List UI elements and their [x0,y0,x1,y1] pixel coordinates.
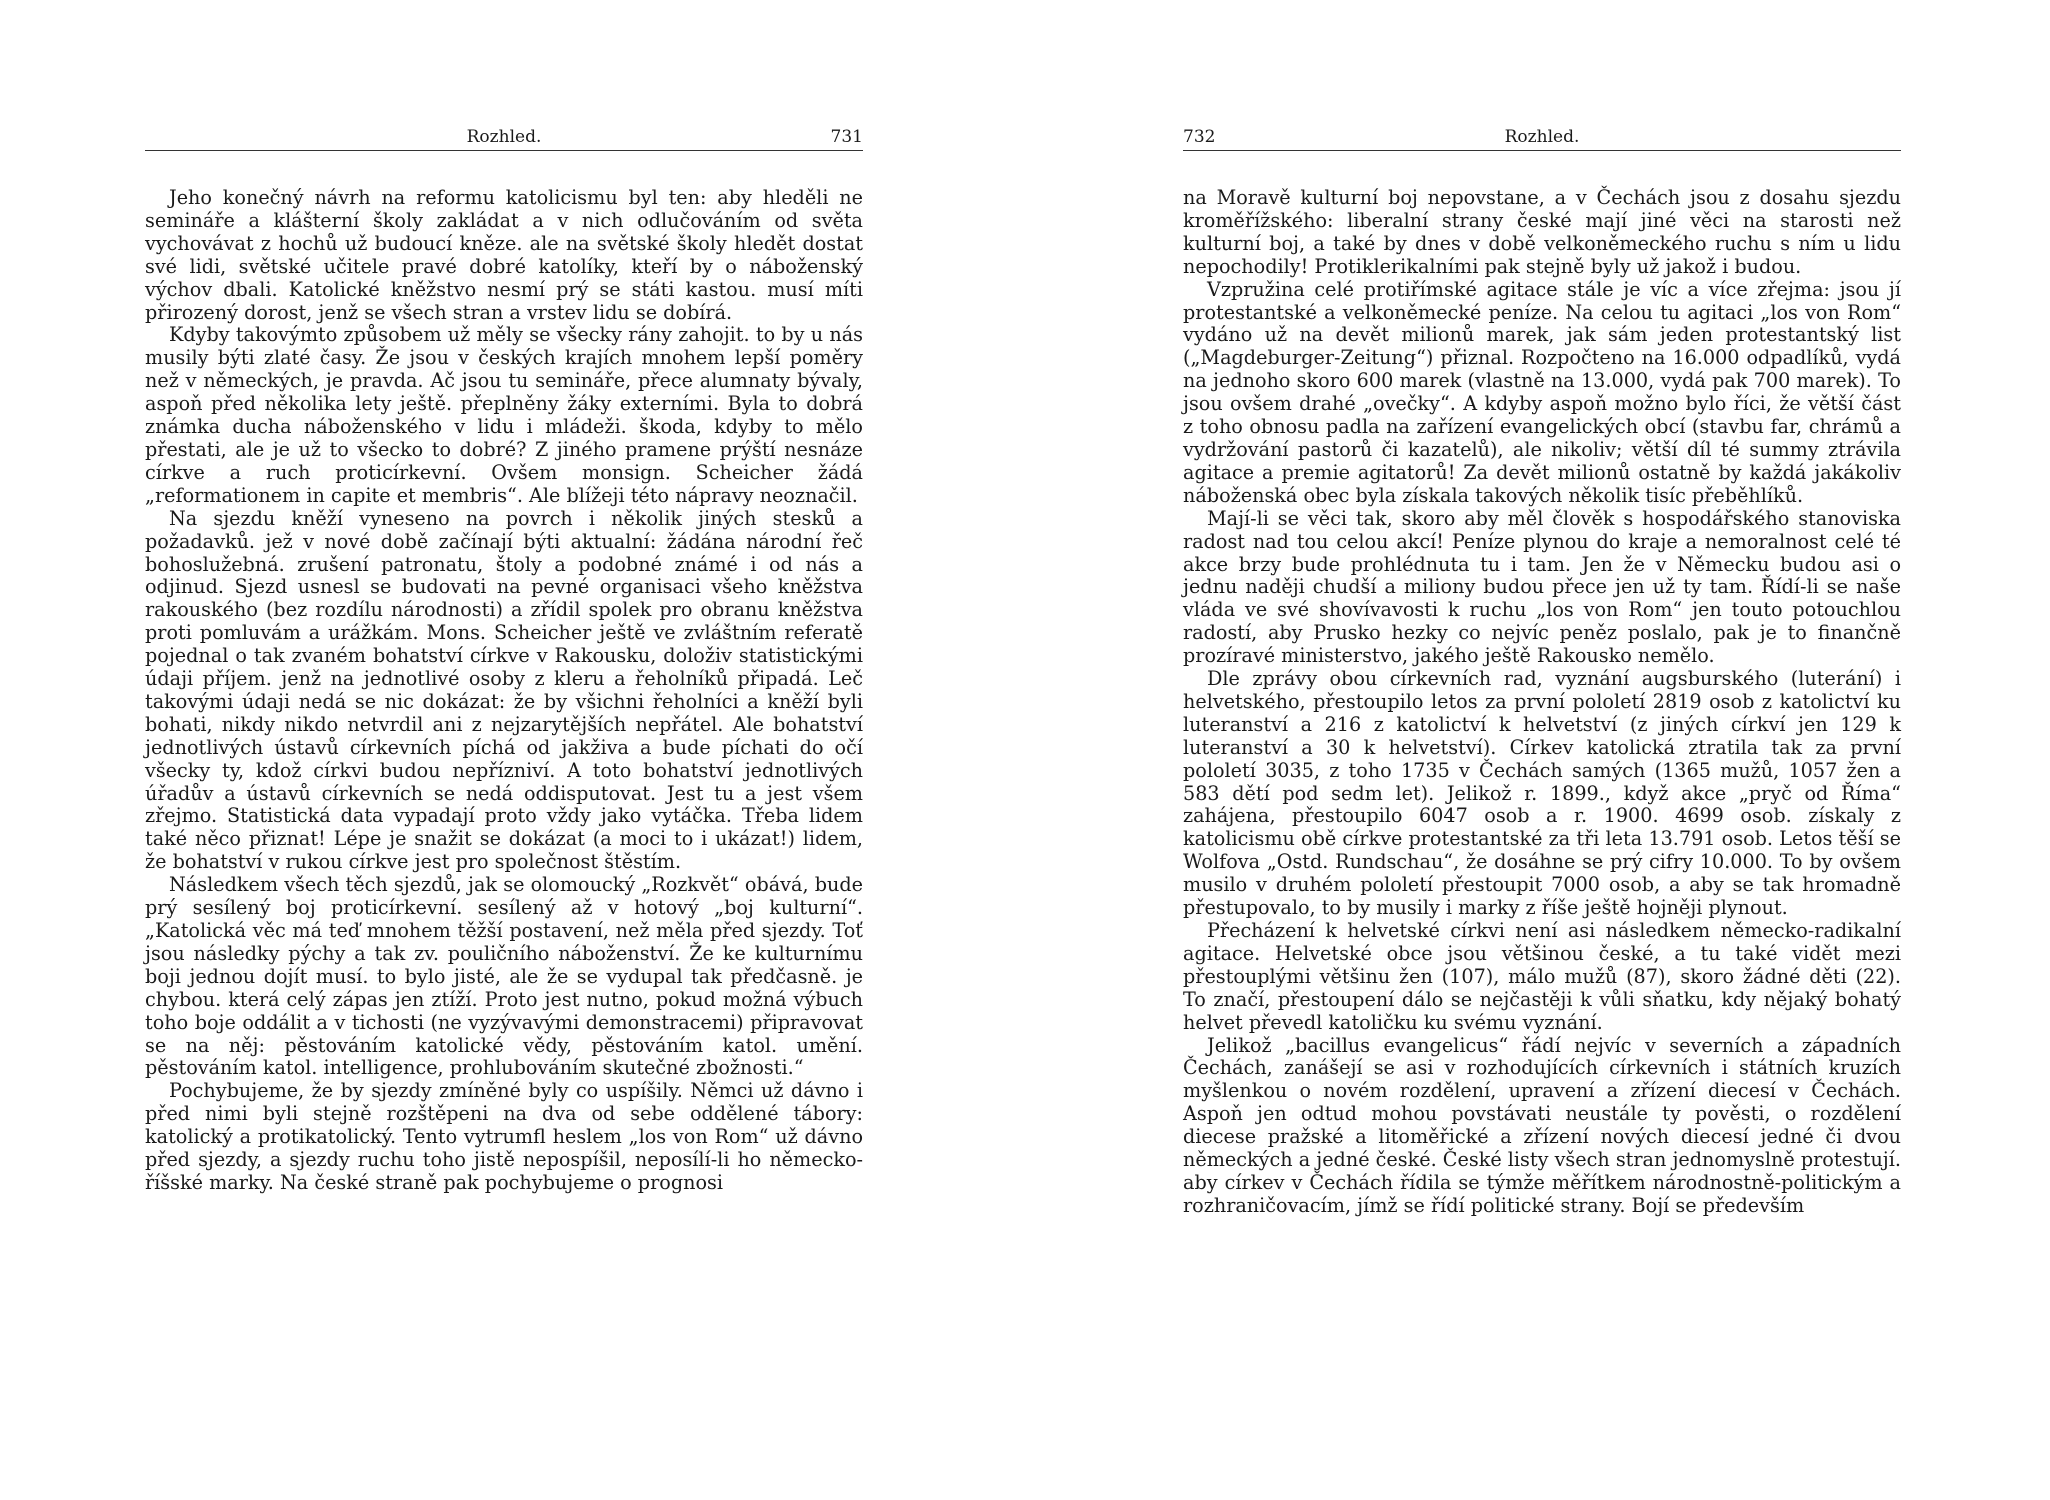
page-number: 732 [1183,127,1216,147]
right-page-header [1183,122,1901,151]
paragraph: Následkem všech těch sjezdů, jak se olomoucký „Rozkvět“ obává, bude prý sesílený boj proticírkevní. sesílený až v hotový „boj kulturní“. „Katolická věc má teď mnohem těžší postavení, než měla před sjezdy. Toť jsou následky pýchy a tak zv. pouličního náboženství. Že ke kulturnímu boji jednou dojít musí. to bylo jisté, ale že se vydupal tak předčasně. je chybou. která celý zápas jen ztíží. Proto jest nutno, pokud možná výbuch toho boje oddálit a v tichosti (ne vyzývavými demonstracemi) připravovat se na něj: pěstováním katolické vědy, pěstováním katol. umění. pěstováním katol. intelligence, prohlubováním skutečné zbožnosti.“ [145,873,863,1080]
paragraph: Na sjezdu kněží vyneseno na povrch i několik jiných stesků a požadavků. jež v nové době začínají býti aktualní: žádána národní řeč bohoslužebná. zrušení patronatu, štoly a podobné známé i od nás a odjinud. Sjezd usnesl se budovati na pevné organisaci všeho kněžstva rakouského (bez rozdílu národnosti) a zřídil spolek pro obranu kněžstva proti pomluvám a urážkám. Mons. Scheicher ještě ve zvláštním referatě pojednal o tak zvaném bohatství církve v Rakousku, doloživ statistickými údaji příjem. jenž na jednotlivé osoby z kleru a řeholníků připadá. Leč takovými údaji nedá se nic dokázat: že by všichni řeholníci a kněží byli bohati, nikdy nikdo netvrdil ani z nejzarytějších nepřátel. Ale bohatství jednotlivých ústavů církevních píchá od jakživa a bude píchati do očí všecky ty, kdož církvi budou nepřízniví. A toto bohatství jednotlivých úřadův a ústavů církevních se nedá oddisputovat. Jest tu a jest všem zřejmo. Statistická data vypadají proto vždy jako vytáčka. Třeba lidem také něco přiznat! Lépe je snažit se dokázat (a moci to i ukázat!) lidem, že bohatství v rukou církve jest pro společnost štěstím. [145,506,863,874]
paragraph: Přecházení k helvetské církvi není asi následkem německo-radikalní agitace. Helvetské obce jsou většinou české, a tu také vidět mezi přestouplými většinu žen (107), málo mužů (87), skoro žádné děti (22). To značí, přestoupení dálo se nejčastěji k vůli sňatku, kdy nějaký bohatý helvet převedl katoličku ku svému vyznání. [1183,919,1901,1034]
paragraph: Vzpružina celé protiřímské agitace stále je víc a více zřejma: jsou jí protestantské a velkoněmecké peníze. Na celou tu agitaci „los von Rom“ vydáno už na devět milionů marek, jak sám jeden protestantský list („Magdeburger-Zeitung“) přiznal. Rozpočteno na 16.000 odpadlíků, vydá na jednoho skoro 600 marek (vlastně na 13.000, vydá pak 700 marek). To jsou ovšem drahé „ovečky“. A kdyby aspoň možno bylo říci, že větší část z toho obnosu padla na zařízení evangelických obcí (stavbu far, chrámů a vydržování pastorů či kazatelů), ale nikoliv; větší díl té summy ztrávila agitace a premie agitatorů! Za devět milionů ostatně by každá jakákoliv náboženská obec byla získala takových několik tisíc přeběhlíků. [1183,277,1901,507]
running-head: Rozhled. [466,127,542,147]
left-page-text [145,187,863,1195]
right-page [1183,122,1901,1218]
paragraph: Jeho konečný návrh na reformu katolicismu byl ten: aby hleděli ne semináře a klášterní školy zakládat a v nich odlučováním od světa vychovávat z hochů už budoucí kněze. ale na světské školy hledět dostat své lidi, světské učitele pravé dobré katolíky, kteří by o náboženský výchov dbali. Katolické kněžstvo nesmí prý se státi kastou. musí míti přirozený dorost, jenž se všech stran a vrstev lidu se dobírá. [145,186,863,324]
right-page-text [1183,187,1901,1218]
paragraph: Pochybujeme, že by sjezdy zmíněné byly co uspíšily. Němci už dávno i před nimi byli stejně rozštěpeni na dva od sebe oddělené tábory: katolický a protikatolický. Tento vytrumfl heslem „los von Rom“ už dávno před sjezdy, a sjezdy ruchu toho jistě nepospíšil, neposílí-li ho německo-říšské marky. Na české straně pak pochybujeme o prognosi [145,1079,863,1194]
paragraph: Jelikož „bacillus evangelicus“ řádí nejvíc v severních a západních Čechách, zanášejí se asi v rozhodujících církevních i státních kruzích myšlenkou o novém rozdělení, upravení a zřízení diecesí v Čechách. Aspoň jen odtud mohou povstávati neustále ty pověsti, o rozdělení diecese pražské a litoměřické a zřízení nových diecesí jedné či dvou německých a jedné české. České listy všech stran jednomyslně protestují. aby církev v Čechách řídila se týmže měřítkem národnostně-politickým a rozhraničovacím, jímž se řídí politické strany. Bojí se především [1183,1033,1901,1217]
paragraph: Mají-li se věci tak, skoro aby měl člověk s hospodářského stanoviska radost nad tou celou akcí! Peníze plynou do kraje a nemoralnost celé té akce brzy bude prohlédnuta tu i tam. Jen že v Německu budou asi o jednu naději chudší a miliony budou přece jen už ty tam. Řídí-li se naše vláda ve své shovívavosti k ruchu „los von Rom“ jen touto potouchlou radostí, aby Prusko hezky co nejvíc peněz poslalo, pak je to finančně prozíravé ministerstvo, jakého ještě Rakousko nemělo. [1183,506,1901,668]
left-page [145,122,863,1195]
page-number: 731 [830,127,863,147]
paragraph: na Moravě kulturní boj nepovstane, a v Čechách jsou z dosahu sjezdu kroměřížského: liberalní strany české mají jiné věci na starosti než kulturní boj, a také by dnes v době velkoněmeckého ruchu s ním u lidu nepochodily! Protiklerikalními pak stejně byly už jakož i budou. [1183,186,1901,278]
left-page-header [145,122,863,151]
paragraph: Kdyby takovýmto způsobem už měly se všecky rány zahojit. to by u nás musily býti zlaté časy. Že jsou v českých krajích mnohem lepší poměry než v německých, je pravda. Ač jsou tu semináře, přece alumnaty bývaly, aspoň před několika lety ještě. přeplněny žáky externími. Byla to dobrá známka ducha náboženského v lidu i mládeži. škoda, kdyby to mělo přestati, ale je už to všecko to dobré? Z jiného pramene prýští nesnáze církve a ruch proticírkevní. Ovšem monsign. Scheicher žádá „reformationem in capite et membris“. Ale blížeji této nápravy neoznačil. [145,323,863,507]
running-head: Rozhled. [1504,127,1580,147]
paragraph: Dle zprávy obou církevních rad, vyznání augsburského (luterání) i helvetského, přestoupilo letos za první pololetí 2819 osob z katolictví ku luteranství a 216 z katolictví k helvetství (z jiných církví jen 129 k luteranství a 30 k helvetství). Církev katolická ztratila tak za první pololetí 3035, z toho 1735 v Čechách samých (1365 mužů, 1057 žen a 583 dětí pod sedm let). Jelikož r. 1899., když akce „pryč od Říma“ zahájena, přestoupilo 6047 osob a r. 1900. 4699 osob. získaly z katolicismu obě církve protestantské za tři leta 13.791 osob. Letos těší se Wolfova „Ostd. Rundschau“, že dosáhne se prý cifry 10.000. To by ovšem musilo v druhém pololetí přestoupit 7000 osob, a aby se tak hromadně přestupovalo, to by musily i marky z říše ještě hojněji plynout. [1183,667,1901,920]
